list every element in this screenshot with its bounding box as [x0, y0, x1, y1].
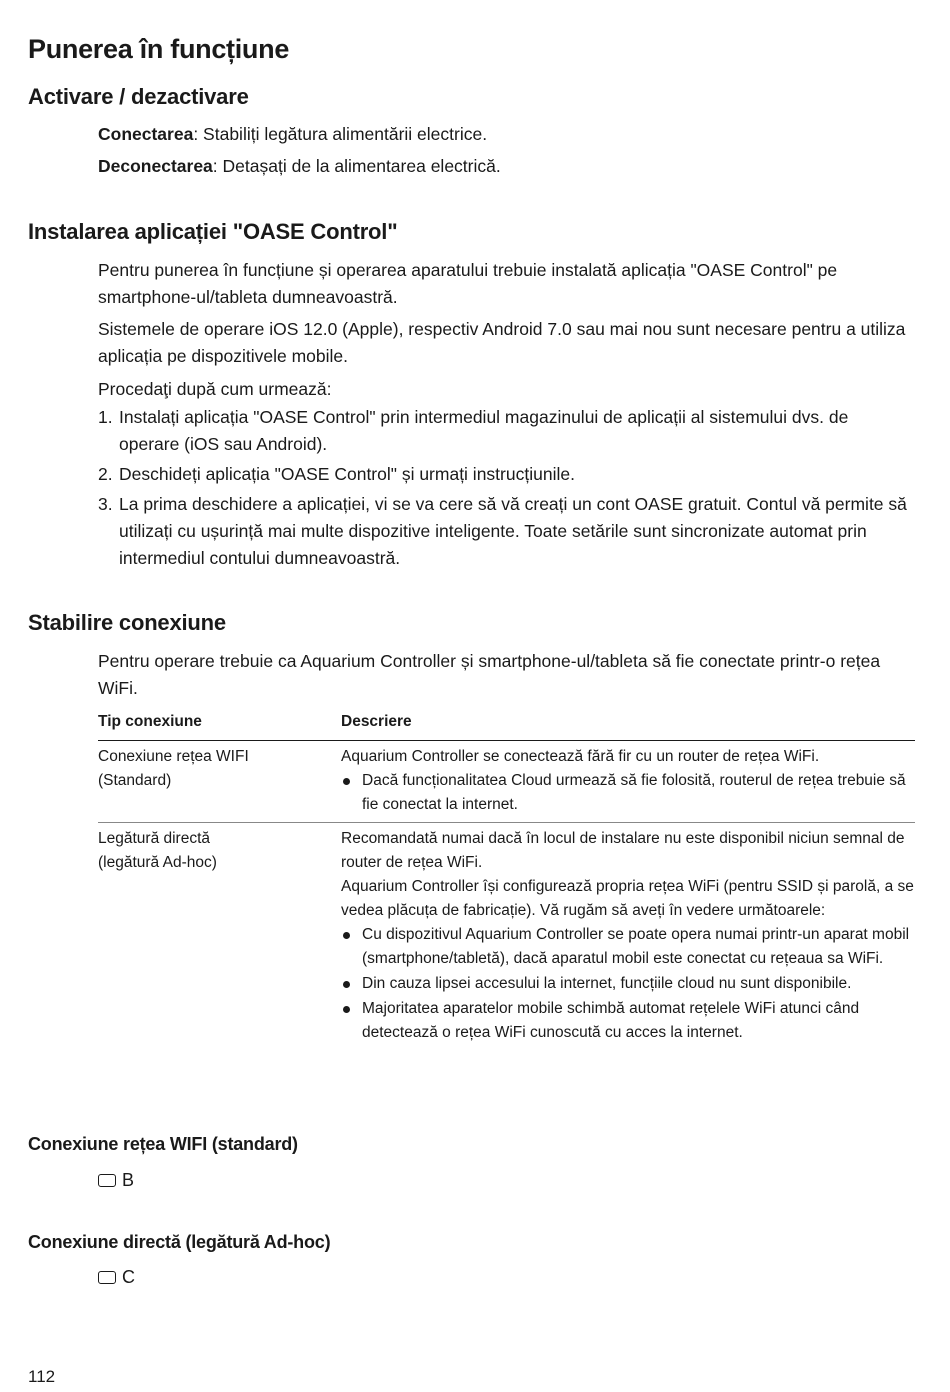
- description-bullets: [341, 923, 915, 1045]
- bullet-item: Majoritatea aparatelor mobile schimbă automat rețelele WiFi atunci când detectează o rețea WiFi cunoscută cu acces la internet.: [341, 997, 915, 1045]
- table-row: [98, 823, 915, 1051]
- install-step: [98, 404, 913, 458]
- figure-reference-label: C: [122, 1267, 135, 1287]
- connection-type-cell: [98, 741, 341, 823]
- connection-intro: Pentru operare trebuie ca Aquarium Controller și smartphone-ul/tableta să fie conectate printr-o rețea WiFi.: [98, 651, 881, 698]
- connection-type-cell: [98, 823, 341, 1051]
- connection-heading: Stabilire conexiune: [28, 610, 226, 635]
- connection-type-qualifier: (Standard): [98, 772, 172, 789]
- connection-type-qualifier: (legătură Ad-hoc): [98, 854, 217, 871]
- description-text: Aquarium Controller se conectează fără fir cu un router de rețea WiFi.: [341, 748, 820, 765]
- install-step: [98, 491, 913, 572]
- page-number: 112: [28, 1367, 56, 1386]
- disconnect-label: Deconectarea: [98, 156, 213, 176]
- figure-reference-c: [98, 1267, 135, 1288]
- bullet-item: Cu dispozitivul Aquarium Controller se poate opera numai printr-un aparat mobil (smartphone/tabletă), dacă aparatul mobil este conectat cu rețeaua sa WiFi.: [341, 923, 915, 971]
- install-step: [98, 461, 913, 488]
- connection-type-name: Legătură directă: [98, 830, 211, 847]
- step-number: 3.: [98, 494, 113, 514]
- bullet-item: Dacă funcționalitatea Cloud urmează să fie folosită, routerul de rețea trebuie să fie conectat la internet.: [341, 769, 915, 817]
- connection-types-table: [98, 708, 915, 1050]
- wifi-standard-heading: Conexiune rețea WIFI (standard): [28, 1134, 298, 1154]
- connection-type-name: Conexiune rețea WIFI: [98, 748, 249, 765]
- disconnect-text: : Detașați de la alimentarea electrică.: [212, 156, 501, 176]
- connect-text: : Stabiliți legătura alimentării electrice.: [193, 124, 488, 144]
- connect-label: Conectarea: [98, 124, 194, 144]
- table-header-type: Tip conexiune: [98, 708, 341, 741]
- direct-connection-heading: Conexiune directă (legătură Ad-hoc): [28, 1232, 331, 1252]
- figure-reference-icon: [98, 1271, 116, 1284]
- connection-description-cell: [341, 823, 915, 1051]
- figure-reference-label: B: [122, 1170, 135, 1190]
- table-row: [98, 741, 915, 823]
- description-text: Recomandată numai dacă în locul de instalare nu este disponibil niciun semnal de router de rețea WiFi.: [341, 830, 905, 871]
- app-install-paragraph-2: Sistemele de operare iOS 12.0 (Apple), respectiv Android 7.0 sau mai nou sunt necesare pentru a utiliza aplicația pe dispozitivele mobile.: [98, 319, 906, 366]
- step-number: 1.: [98, 407, 113, 427]
- figure-reference-icon: [98, 1174, 116, 1187]
- figure-reference-b: [98, 1170, 134, 1191]
- connect-paragraph: [98, 121, 913, 148]
- table-header-description: Descriere: [341, 708, 915, 741]
- step-text: Instalați aplicația "OASE Control" prin intermediul magazinului de aplicații al sistemului dvs. de operare (iOS sau Android).: [119, 407, 849, 454]
- step-text: Deschideți aplicația "OASE Control" și urmați instrucțiunile.: [119, 464, 575, 484]
- activation-heading: Activare / dezactivare: [28, 84, 249, 109]
- bullet-item: Din cauza lipsei accesului la internet, funcțiile cloud nu sunt disponibile.: [341, 972, 915, 996]
- connection-description-cell: [341, 741, 915, 823]
- description-bullets: [341, 769, 915, 817]
- page-title: Punerea în funcțiune: [28, 34, 290, 64]
- table-header-row: [98, 708, 915, 741]
- install-steps-list: [98, 404, 913, 575]
- step-number: 2.: [98, 464, 113, 484]
- disconnect-paragraph: [98, 153, 913, 180]
- app-install-heading: Instalarea aplicației "OASE Control": [28, 219, 398, 244]
- step-text: La prima deschidere a aplicației, vi se va cere să vă creați un cont OASE gratuit. Contul vă permite să utilizați cu ușurință mai multe dispozitive inteligente. Toate setările sunt sincronizate automat prin intermediul contului dumneavoastră.: [119, 494, 907, 568]
- description-text: Aquarium Controller își configurează propria rețea WiFi (pentru SSID și parolă, a se vedea plăcuța de fabricație). Vă rugăm să aveți în vedere următoarele:: [341, 878, 914, 919]
- app-install-paragraph-3: Procedaţi după cum urmează:: [98, 379, 332, 399]
- app-install-paragraph-1: Pentru punerea în funcțiune și operarea aparatului trebuie instalată aplicația "OASE Control" pe smartphone-ul/tableta dumneavoastră.: [98, 260, 838, 307]
